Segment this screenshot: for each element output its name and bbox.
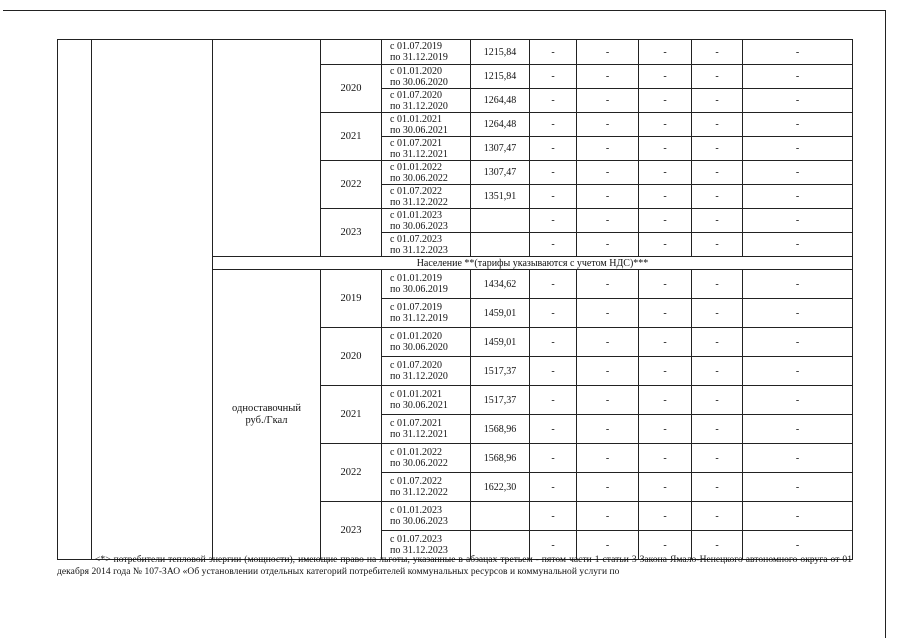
dash-cell: - (639, 137, 692, 161)
period-to: по 30.06.2023 (390, 516, 448, 527)
dash-cell: - (530, 386, 577, 415)
dash-cell: - (530, 299, 577, 328)
dash-cell: - (743, 89, 853, 113)
period-to: по 31.12.2020 (390, 371, 448, 382)
period-to: по 30.06.2023 (390, 220, 448, 232)
dash-cell: - (530, 415, 577, 444)
dash-cell: - (692, 357, 743, 386)
dash-cell: - (639, 113, 692, 137)
tariff-value-cell: 1307,47 (471, 137, 530, 161)
period-to: по 31.12.2019 (390, 52, 448, 63)
period-from: с 01.07.2019 (390, 302, 442, 313)
dash-cell: - (530, 270, 577, 299)
tariff-value-cell (471, 233, 530, 257)
tariff-type-cell-upper (213, 40, 321, 257)
period-from: с 01.01.2022 (390, 161, 442, 173)
dash-cell: - (692, 473, 743, 502)
dash-cell: - (530, 40, 577, 65)
period-to: по 30.06.2022 (390, 172, 448, 184)
dash-cell: - (639, 531, 692, 560)
dash-cell: - (530, 185, 577, 209)
dash-cell: - (692, 299, 743, 328)
period-from: с 01.07.2022 (390, 476, 442, 487)
dash-cell: - (577, 328, 639, 357)
period-from: с 01.07.2022 (390, 185, 442, 197)
year-cell: 2022 (321, 161, 382, 209)
period-cell (382, 137, 471, 161)
period-to: по 31.12.2019 (390, 313, 448, 324)
dash-cell: - (639, 473, 692, 502)
dash-cell: - (692, 89, 743, 113)
dash-cell: - (530, 357, 577, 386)
period-from: с 01.07.2023 (390, 534, 442, 545)
period-to: по 31.12.2022 (390, 487, 448, 498)
period-cell (382, 357, 471, 386)
period-from: с 01.01.2020 (390, 331, 442, 342)
year-cell: 2023 (321, 502, 382, 560)
period-cell (382, 444, 471, 473)
tariff-value-cell: 1351,91 (471, 185, 530, 209)
period-from: с 01.01.2021 (390, 389, 442, 400)
period-to: по 31.12.2022 (390, 196, 448, 208)
dash-cell: - (743, 415, 853, 444)
dash-cell: - (577, 473, 639, 502)
tariff-value-cell: 1215,84 (471, 40, 530, 65)
dash-cell: - (743, 299, 853, 328)
dash-cell: - (639, 89, 692, 113)
dash-cell: - (577, 209, 639, 233)
dash-cell: - (692, 444, 743, 473)
period-to: по 30.06.2020 (390, 76, 448, 88)
dash-cell: - (743, 137, 853, 161)
dash-cell: - (577, 531, 639, 560)
dash-cell: - (692, 137, 743, 161)
period-cell (382, 185, 471, 209)
tariff-value-cell: 1264,48 (471, 113, 530, 137)
period-to: по 30.06.2019 (390, 284, 448, 295)
dash-cell: - (577, 233, 639, 257)
dash-cell: - (743, 161, 853, 185)
period-to: по 30.06.2021 (390, 124, 448, 136)
dash-cell: - (639, 357, 692, 386)
year-cell: 2022 (321, 444, 382, 502)
period-cell (382, 113, 471, 137)
dash-cell: - (530, 444, 577, 473)
dash-cell: - (577, 185, 639, 209)
period-cell (382, 415, 471, 444)
dash-cell: - (639, 161, 692, 185)
period-cell (382, 299, 471, 328)
dash-cell: - (577, 415, 639, 444)
dash-cell: - (743, 473, 853, 502)
year-cell: 2021 (321, 113, 382, 161)
service-name-cell (92, 40, 213, 560)
dash-cell: - (530, 233, 577, 257)
dash-cell: - (639, 185, 692, 209)
table-row (58, 40, 853, 65)
dash-cell: - (577, 89, 639, 113)
tariff-value-cell: 1568,96 (471, 444, 530, 473)
tariff-value-cell (471, 502, 530, 531)
dash-cell: - (743, 40, 853, 65)
dash-cell: - (639, 444, 692, 473)
year-cell: 2023 (321, 209, 382, 257)
period-to: по 31.12.2021 (390, 148, 448, 160)
dash-cell: - (577, 444, 639, 473)
tariff-value-cell: 1264,48 (471, 89, 530, 113)
dash-cell: - (743, 209, 853, 233)
period-cell (382, 270, 471, 299)
page-frame-right (885, 10, 886, 638)
dash-cell: - (743, 65, 853, 89)
dash-cell: - (639, 209, 692, 233)
dash-cell: - (577, 357, 639, 386)
period-from: с 01.01.2023 (390, 209, 442, 221)
dash-cell: - (743, 444, 853, 473)
period-cell (382, 386, 471, 415)
dash-cell: - (692, 185, 743, 209)
period-cell (382, 161, 471, 185)
dash-cell: - (692, 65, 743, 89)
dash-cell: - (639, 40, 692, 65)
period-from: с 01.07.2020 (390, 89, 442, 101)
year-cell: 2019 (321, 270, 382, 328)
dash-cell: - (743, 270, 853, 299)
year-cell (321, 40, 382, 65)
period-cell (382, 233, 471, 257)
tariff-value-cell: 1215,84 (471, 65, 530, 89)
dash-cell: - (530, 531, 577, 560)
dash-cell: - (639, 386, 692, 415)
dash-cell: - (577, 270, 639, 299)
period-from: с 01.01.2019 (390, 273, 442, 284)
period-from: с 01.07.2019 (390, 41, 442, 52)
tariff-value-cell: 1568,96 (471, 415, 530, 444)
dash-cell: - (530, 137, 577, 161)
dash-cell: - (743, 328, 853, 357)
period-to: по 30.06.2020 (390, 342, 448, 353)
dash-cell: - (692, 161, 743, 185)
dash-cell: - (743, 113, 853, 137)
period-to: по 31.12.2023 (390, 545, 448, 556)
period-to: по 30.06.2022 (390, 458, 448, 469)
dash-cell: - (639, 328, 692, 357)
year-cell: 2021 (321, 386, 382, 444)
dash-cell: - (692, 502, 743, 531)
dash-cell: - (692, 209, 743, 233)
tariff-value-cell: 1307,47 (471, 161, 530, 185)
period-from: с 01.07.2021 (390, 137, 442, 149)
dash-cell: - (639, 270, 692, 299)
period-cell (382, 65, 471, 89)
dash-cell: - (577, 40, 639, 65)
dash-cell: - (530, 328, 577, 357)
dash-cell: - (639, 415, 692, 444)
dash-cell: - (577, 502, 639, 531)
dash-cell: - (577, 65, 639, 89)
dash-cell: - (743, 185, 853, 209)
dash-cell: - (692, 233, 743, 257)
dash-cell: - (743, 233, 853, 257)
row-number-cell (58, 40, 92, 560)
dash-cell: - (692, 40, 743, 65)
dash-cell: - (692, 270, 743, 299)
tariff-value-cell (471, 209, 530, 233)
year-cell: 2020 (321, 328, 382, 386)
tariff-type-name: одноставочный (232, 402, 301, 414)
period-to: по 31.12.2020 (390, 100, 448, 112)
dash-cell: - (692, 415, 743, 444)
dash-cell: - (530, 113, 577, 137)
tariff-table-body (58, 40, 853, 560)
dash-cell: - (692, 531, 743, 560)
dash-cell: - (692, 113, 743, 137)
period-cell (382, 328, 471, 357)
dash-cell: - (530, 89, 577, 113)
dash-cell: - (743, 502, 853, 531)
period-cell (382, 89, 471, 113)
dash-cell: - (577, 299, 639, 328)
dash-cell: - (530, 473, 577, 502)
dash-cell: - (743, 531, 853, 560)
period-from: с 01.01.2021 (390, 113, 442, 125)
page-frame-top (3, 10, 886, 11)
tariff-value-cell: 1622,30 (471, 473, 530, 502)
period-cell (382, 209, 471, 233)
dash-cell: - (639, 233, 692, 257)
dash-cell: - (577, 113, 639, 137)
period-from: с 01.07.2021 (390, 418, 442, 429)
tariff-value-cell: 1434,62 (471, 270, 530, 299)
period-from: с 01.01.2020 (390, 65, 442, 77)
dash-cell: - (530, 502, 577, 531)
dash-cell: - (692, 328, 743, 357)
dash-cell: - (530, 161, 577, 185)
dash-cell: - (577, 137, 639, 161)
dash-cell: - (743, 357, 853, 386)
tariff-table (57, 39, 853, 560)
tariff-type-unit: руб./Гкал (245, 414, 288, 426)
period-cell (382, 502, 471, 531)
period-cell (382, 473, 471, 502)
period-to: по 31.12.2021 (390, 429, 448, 440)
period-cell (382, 40, 471, 65)
dash-cell: - (639, 502, 692, 531)
section-header: Население **(тарифы указываются с учетом НДС)*** (213, 257, 853, 270)
dash-cell: - (639, 65, 692, 89)
period-from: с 01.07.2020 (390, 360, 442, 371)
footnote: <*> потребители тепловой энергии (мощности), имеющие право на льготы, указанные в абзацах третьем - пятом части 1 статьи 3 Закона Ямало-Ненецкого автономного округа от 01 декабря 2014 года № 107-ЗАО «Об установлении отдельных категорий потребителей коммунальных ресурсов и коммунальной услуги по (57, 555, 852, 577)
tariff-value-cell: 1459,01 (471, 328, 530, 357)
tariff-value-cell: 1517,37 (471, 386, 530, 415)
dash-cell: - (743, 386, 853, 415)
year-cell: 2020 (321, 65, 382, 113)
dash-cell: - (577, 386, 639, 415)
tariff-type-cell (213, 270, 321, 560)
dash-cell: - (577, 161, 639, 185)
period-from: с 01.07.2023 (390, 233, 442, 245)
period-from: с 01.01.2023 (390, 505, 442, 516)
tariff-value-cell: 1517,37 (471, 357, 530, 386)
period-from: с 01.01.2022 (390, 447, 442, 458)
dash-cell: - (692, 386, 743, 415)
dash-cell: - (530, 209, 577, 233)
dash-cell: - (530, 65, 577, 89)
dash-cell: - (639, 299, 692, 328)
tariff-value-cell: 1459,01 (471, 299, 530, 328)
period-to: по 30.06.2021 (390, 400, 448, 411)
period-to: по 31.12.2023 (390, 244, 448, 256)
